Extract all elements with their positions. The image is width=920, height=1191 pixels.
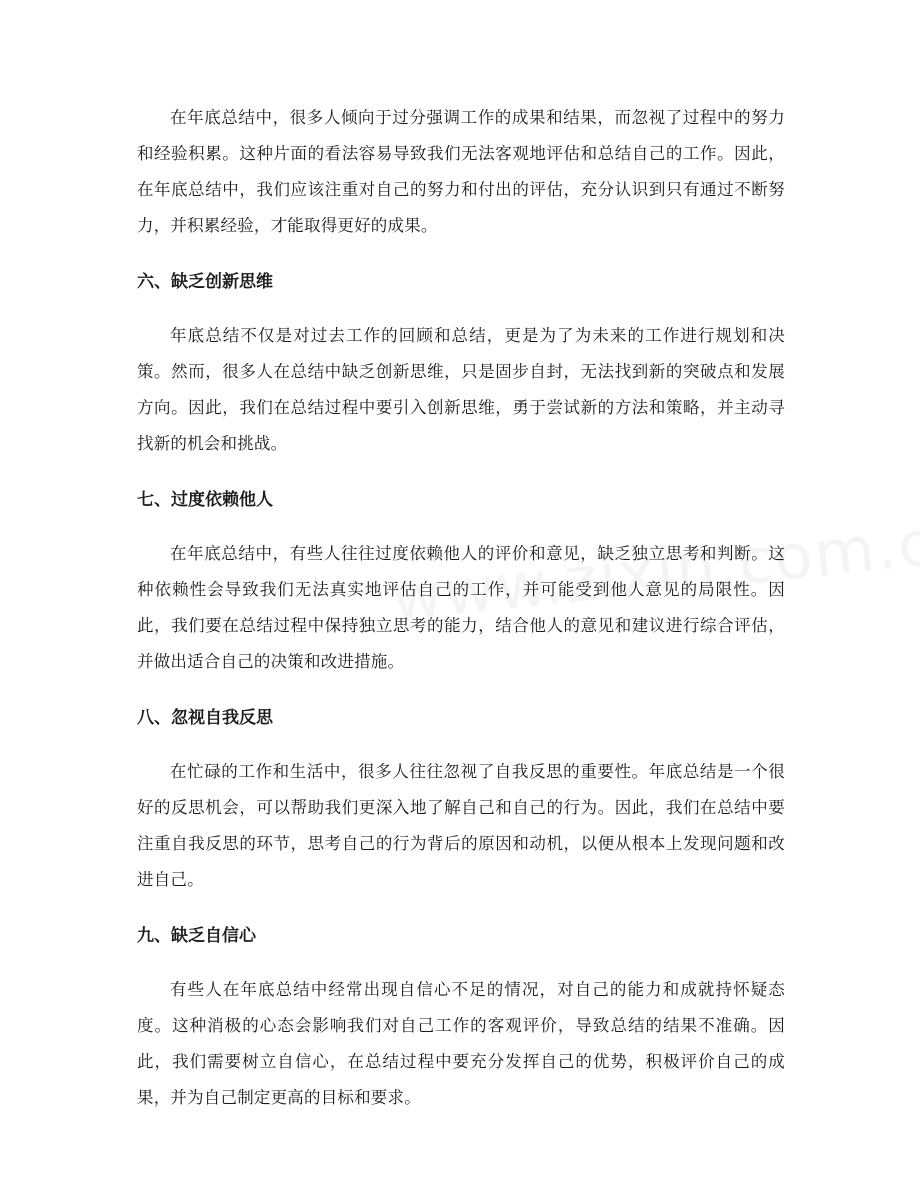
section-heading-9: 九、缺乏自信心 [137,926,256,946]
intro-paragraph: 在年底总结中，很多人倾向于过分强调工作的成果和结果，而忽视了过程中的努力和经验积累。这种片面的看法容易导致我们无法客观地评估和总结自己的工作。因此，在年底总结中，我们应该注重对自己的努力和付出的评估，充分认识到只有通过不断努力，并积累经验，才能取得更好的成果。 [137,108,785,235]
section-paragraph-8: 在忙碌的工作和生活中，很多人往往忽视了自我反思的重要性。年底总结是一个很好的反思机会，可以帮助我们更深入地了解自己和自己的行为。因此，我们在总结中要注重自我反思的环节，思考自己的行为背后的原因和动机，以便从根本上发现问题和改进自己。 [137,762,785,889]
section-paragraph-9: 有些人在年底总结中经常出现自信心不足的情况，对自己的能力和成就持怀疑态度。这种消极的心态会影响我们对自己工作的客观评价，导致总结的结果不准确。因此，我们需要树立自信心，在总结过程中要充分发挥自己的优势，积极评价自己的成果，并为自己制定更高的目标和要求。 [137,980,785,1107]
section-heading-6: 六、缺乏创新思维 [137,272,273,292]
document-body [137,100,785,1116]
section-paragraph-7: 在年底总结中，有些人往往过度依赖他人的评价和意见，缺乏独立思考和判断。这种依赖性会导致我们无法真实地评估自己的工作，并可能受到他人意见的局限性。因此，我们要在总结过程中保持独立思考的能力，结合他人的意见和建议进行综合评估，并做出适合自己的决策和改进措施。 [137,544,785,671]
section-paragraph-6: 年底总结不仅是对过去工作的回顾和总结，更是为了为未来的工作进行规划和决策。然而，很多人在总结中缺乏创新思维，只是固步自封，无法找到新的突破点和发展方向。因此，我们在总结过程中要引入创新思维，勇于尝试新的方法和策略，并主动寻找新的机会和挑战。 [137,326,785,453]
section-heading-8: 八、忽视自我反思 [137,708,273,728]
section-heading-7: 七、过度依赖他人 [137,490,273,510]
